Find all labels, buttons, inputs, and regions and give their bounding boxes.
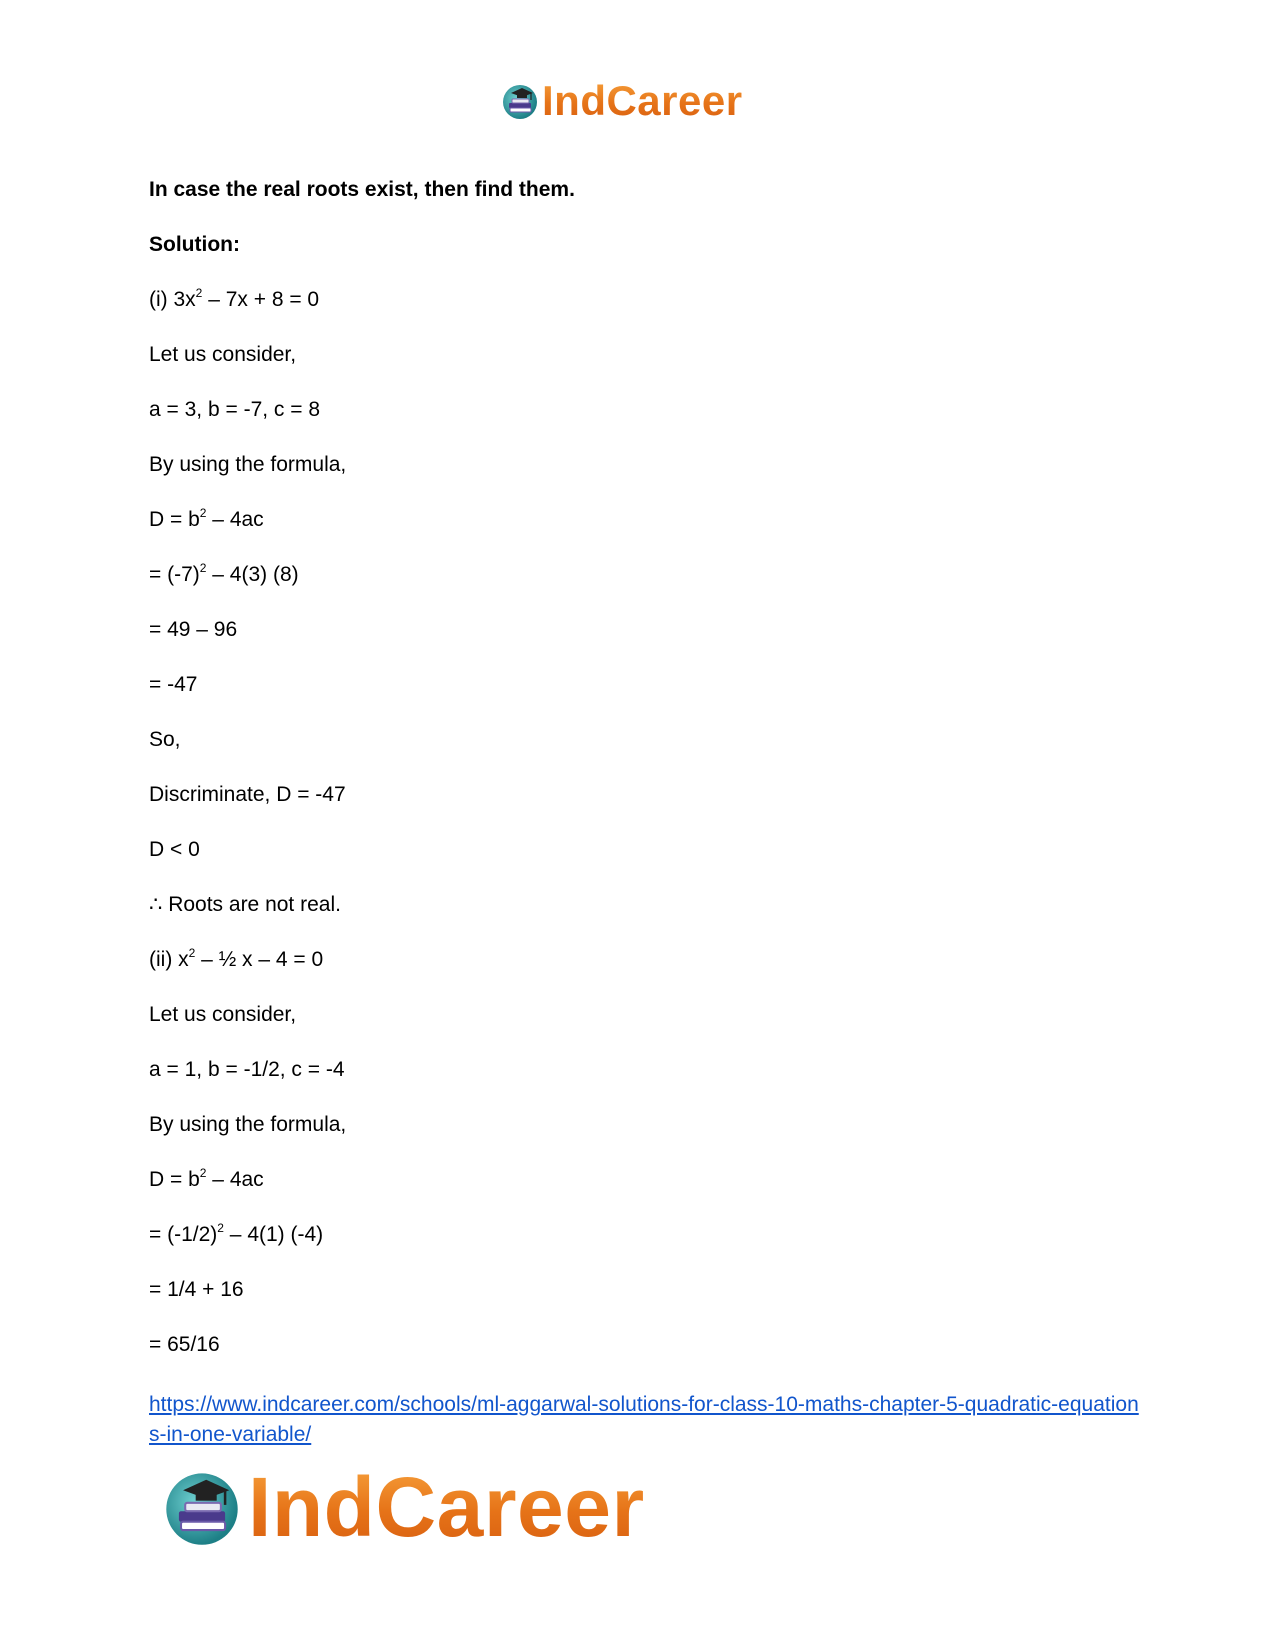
line-text: = 1/4 + 16: [149, 1278, 244, 1301]
header-logo: [500, 78, 743, 124]
line-text: = (-1/2): [149, 1223, 218, 1246]
header-logo-text: IndCareer: [542, 77, 743, 124]
exponent: 2: [188, 946, 196, 960]
document-body: [149, 178, 1129, 1388]
solution-line: [149, 673, 1129, 697]
line-text-continued: – 4(3) (8): [206, 563, 299, 586]
line-text: = 49 – 96: [149, 618, 238, 641]
solution-line: [149, 288, 1129, 312]
footer-logo-text: IndCareer: [248, 1460, 645, 1554]
line-text-continued: – 4ac: [206, 1168, 264, 1191]
question-heading: In case the real roots exist, then find them.: [149, 178, 575, 201]
exponent: 2: [199, 1166, 207, 1180]
line-text: So,: [149, 728, 181, 751]
exponent: 2: [195, 286, 203, 300]
solution-line: [149, 453, 1129, 477]
solution-line: [149, 1278, 1129, 1302]
solution-line: [149, 508, 1129, 532]
exponent: 2: [217, 1221, 224, 1235]
line-text: Discriminate, D = -47: [149, 783, 346, 806]
solution-line: [149, 1168, 1129, 1192]
line-text: Let us consider,: [149, 343, 297, 366]
solution-line: [149, 838, 1129, 862]
line-text: D < 0: [149, 838, 200, 861]
line-text: D = b: [149, 1168, 200, 1191]
solution-line: [149, 1003, 1129, 1027]
solution-line: [149, 948, 1129, 972]
solution-line: [149, 728, 1129, 752]
exponent: 2: [199, 561, 207, 575]
solution-line: [149, 893, 1129, 917]
line-text: Let us consider,: [149, 1003, 297, 1026]
graduation-globe-icon: [160, 1465, 244, 1549]
line-text-continued: – 7x + 8 = 0: [202, 288, 320, 311]
line-text: (ii) x: [149, 948, 189, 971]
line-text: ∴ Roots are not real.: [149, 893, 341, 916]
line-text: By using the formula,: [149, 1113, 347, 1136]
line-text-continued: – 4ac: [206, 508, 264, 531]
solution-line: [149, 343, 1129, 367]
line-text: D = b: [149, 508, 200, 531]
solution-line: [149, 1223, 1129, 1247]
line-text: a = 3, b = -7, c = 8: [149, 398, 321, 421]
solution-line: [149, 1333, 1129, 1357]
solution-label: Solution:: [149, 233, 240, 256]
solution-line: [149, 563, 1129, 587]
source-link[interactable]: https://www.indcareer.com/schools/ml-aggarwal-solutions-for-class-10-maths-chapter-5-quadratic-equations-in-one-variable/: [149, 1393, 1139, 1446]
line-text: = (-7): [149, 563, 200, 586]
line-text-continued: – 4(1) (-4): [223, 1223, 324, 1246]
solution-line: [149, 1058, 1129, 1082]
line-text: (i) 3x: [149, 288, 196, 311]
line-text: By using the formula,: [149, 453, 347, 476]
line-text: a = 1, b = -1/2, c = -4: [149, 1058, 345, 1081]
solution-line: [149, 398, 1129, 422]
graduation-globe-icon: [500, 81, 540, 121]
line-text-continued: – ½ x – 4 = 0: [195, 948, 324, 971]
solution-line: [149, 618, 1129, 642]
exponent: 2: [199, 506, 207, 520]
solution-line: [149, 783, 1129, 807]
line-text: = -47: [149, 673, 198, 696]
footer-logo: [160, 1462, 645, 1552]
solution-line: [149, 1113, 1129, 1137]
line-text: = 65/16: [149, 1333, 220, 1356]
solution-lines: [149, 288, 1129, 1357]
